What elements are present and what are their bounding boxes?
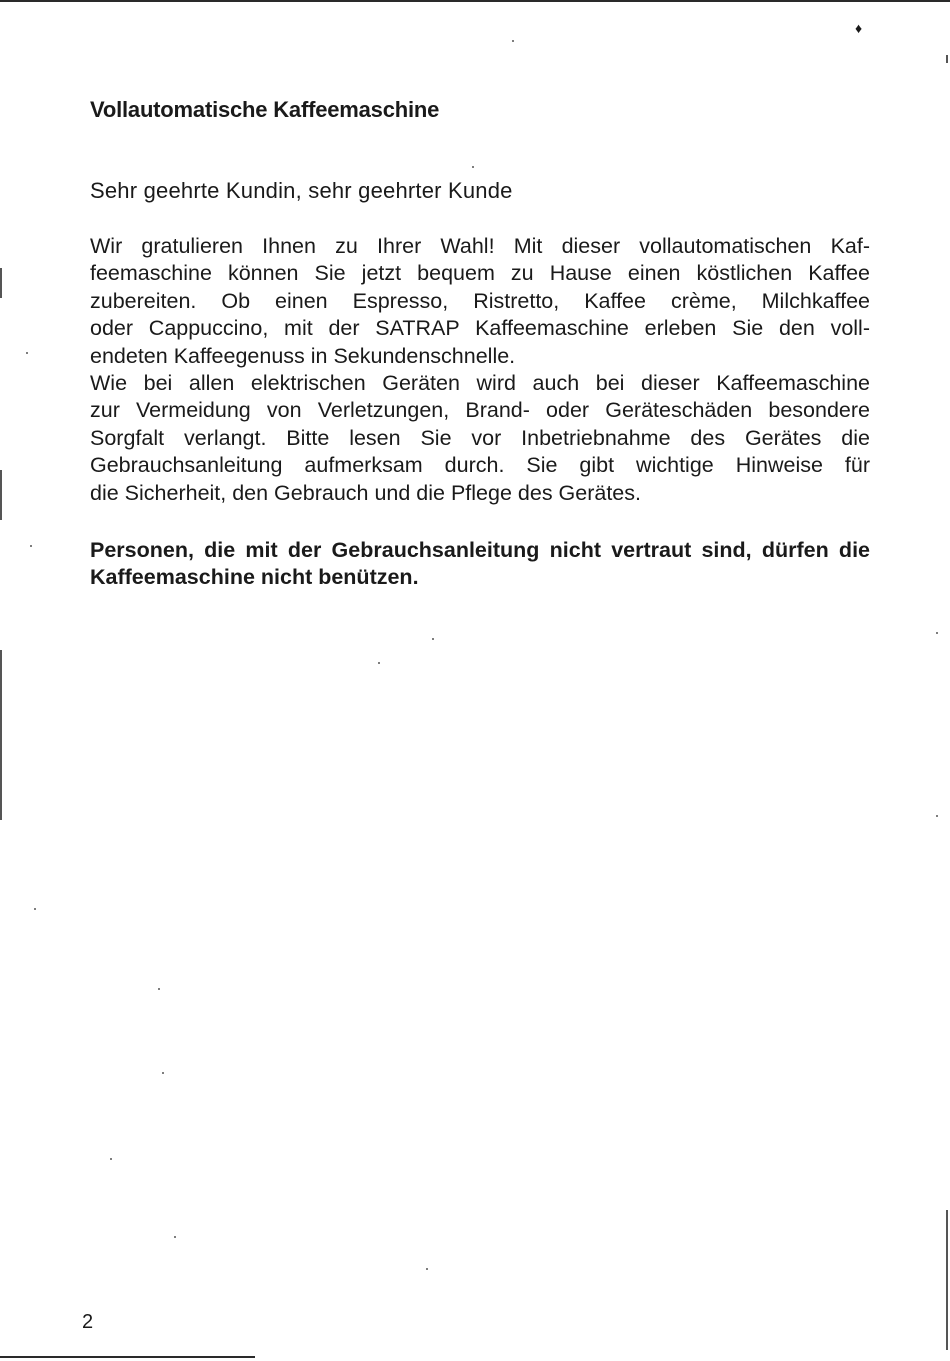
scan-edge <box>0 650 2 820</box>
safety-line: Wie bei allen elektrischen Geräten wird auch bei dieser Kaffeemaschine <box>90 371 870 396</box>
scan-speck <box>472 166 474 168</box>
safety-line: Gebrauchsanleitung aufmerksam durch. Sie gibt wichtige Hinweise für <box>90 453 870 478</box>
intro-line: oder Cappuccino, mit der SATRAP Kaffeemaschine erleben Sie den voll- <box>90 316 870 341</box>
page-title: Vollautomatische Kaffeemaschine <box>90 97 440 122</box>
intro-line: feemaschine können Sie jetzt bequem zu Hause einen köstlichen Kaffee <box>90 261 870 286</box>
top-border <box>0 0 950 2</box>
scan-edge <box>0 470 2 520</box>
salutation: Sehr geehrte Kundin, sehr geehrter Kunde <box>90 178 513 203</box>
warning-line: Kaffeemaschine nicht benützen. <box>90 565 419 589</box>
intro-line: endeten Kaffeegenuss in Sekundenschnelle. <box>90 343 516 368</box>
scan-speck <box>174 1236 176 1238</box>
scan-speck <box>432 638 434 640</box>
scan-speck <box>158 988 160 990</box>
warning-line: Personen, die mit der Gebrauchsanleitung nicht vertraut sind, dürfen die <box>90 538 870 562</box>
scan-edge <box>946 1210 948 1350</box>
scan-edge <box>946 55 948 63</box>
safety-line: Sorgfalt verlangt. Bitte lesen Sie vor Inbetriebnahme des Gerätes die <box>90 425 870 450</box>
page-number: 2 <box>82 1311 94 1333</box>
scan-speck <box>26 352 28 354</box>
diamond-mark-icon: ♦ <box>855 20 863 36</box>
warning-notice <box>90 537 870 591</box>
scan-speck <box>426 1268 428 1270</box>
scan-speck <box>512 40 514 42</box>
scan-speck <box>936 632 938 634</box>
body-text <box>90 233 870 507</box>
scan-speck <box>936 815 938 817</box>
intro-line: Wir gratulieren Ihnen zu Ihrer Wahl! Mit dieser vollautomatischen Kaf- <box>90 234 870 258</box>
scan-edge <box>0 268 2 298</box>
bottom-border <box>0 1356 255 1358</box>
scan-speck <box>162 1072 164 1074</box>
safety-line: die Sicherheit, den Gebrauch und die Pflege des Gerätes. <box>90 480 641 505</box>
scan-speck <box>34 908 36 910</box>
intro-line: zubereiten. Ob einen Espresso, Ristretto, Kaffee crème, Milchkaffee <box>90 288 870 313</box>
scan-speck <box>110 1158 112 1160</box>
safety-line: zur Vermeidung von Verletzungen, Brand- oder Geräteschäden besondere <box>90 398 870 423</box>
scan-speck <box>30 545 32 547</box>
scan-speck <box>378 662 380 664</box>
